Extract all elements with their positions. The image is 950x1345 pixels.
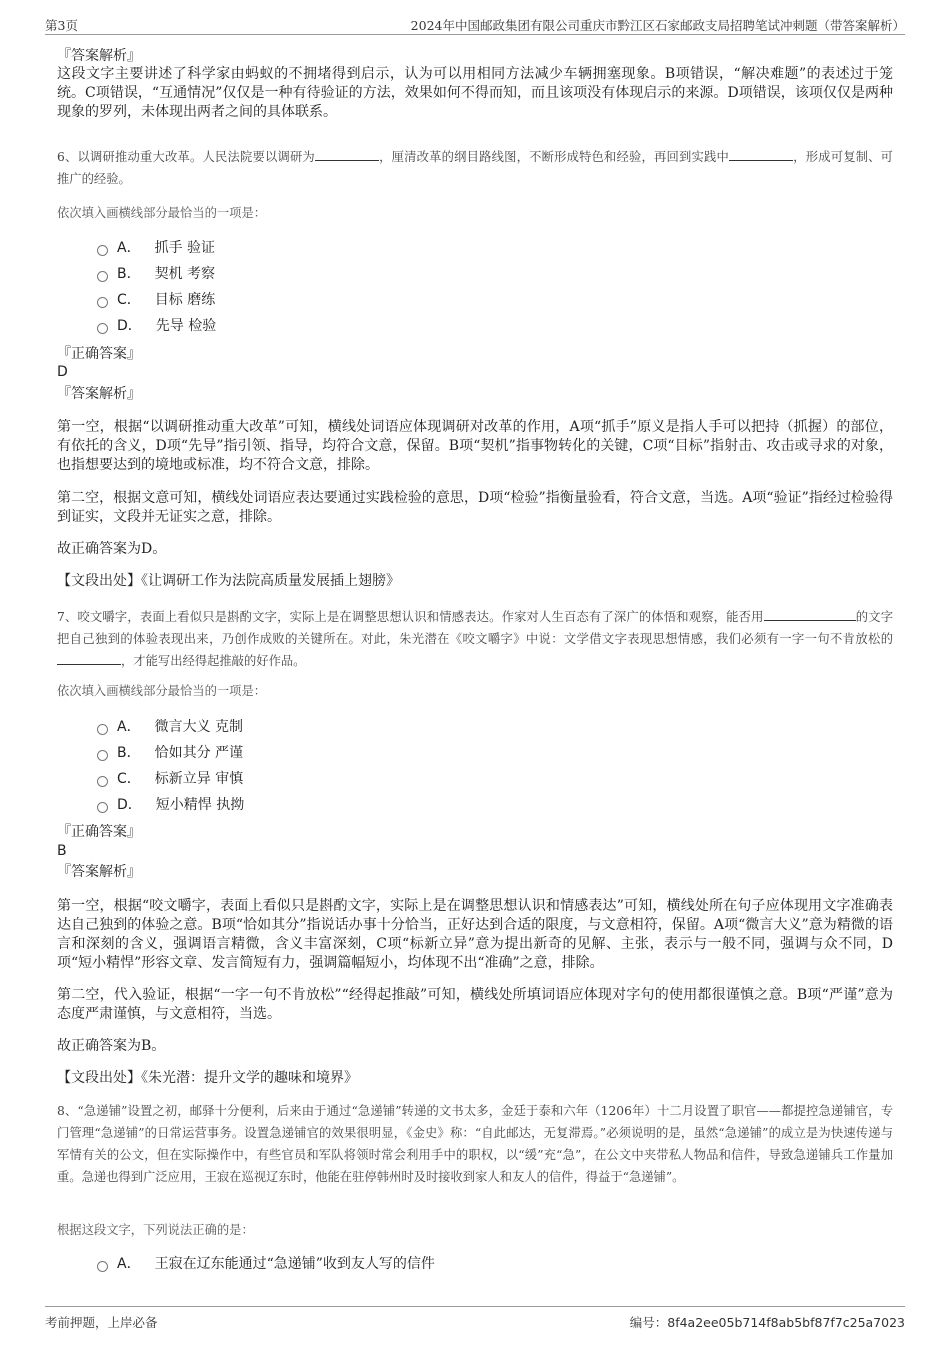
- question-6-prompt: 依次填入画横线部分最恰当的一项是：: [57, 206, 267, 220]
- radio-button[interactable]: [97, 323, 108, 334]
- question-8-stem: 8、“急递铺”设置之初，邮驿十分便利，后来由于通过“急递铺”转递的文书太多，金廷于泰和六年（1206年）十二月设置了职官——都提控急递铺官，专门管理“急递铺”的日常运营事务。设置急递铺官的效果很明显，《金史》称：“自此邮达，无复滞焉。”必须说明的是，虽然“急递铺”的成立是为快速传递与军情有关的公文，但在实际操作中，有些官员和军队将领时常会利用手中的职权，以“缓”充“急”，在公文中夹带私人物品和信件，导致急递铺兵工作量加重。急递也得到广泛应用，王寂在巡视辽东时，他能在驻停韩州时及时接收到家人和友人的信件，得益于“急递铺”。: [57, 1104, 893, 1184]
- answer-blank: [764, 608, 856, 621]
- question-7-analysis-1: 第一空，根据“咬文嚼字，表面上看似只是斟酌文字，实际上是在调整思想认识和情感表达”可知，横线处所在句子应体现用文字准确表达自己独到的体验之意。B项“恰如其分”指说话办事十分恰当，正好达到合适的限度，与文意相符，保留。A项“微言大义”意为精微的语言和深刻的含义，强调语言精微，含义丰富深刻，C项“标新立异”意为提出新奇的见解、主张，表示与一般不同，强调与众不同，D项“短小精悍”形容文章、发言简短有力，强调篇幅短小，均体现不出“准确”之意，排除。: [57, 898, 893, 971]
- question-6-option-c[interactable]: C． 目标 磨练: [97, 290, 215, 310]
- answer-blank: [315, 148, 379, 161]
- document-title: 2024年中国邮政集团有限公司重庆市黔江区石家邮政支局招聘笔试冲刺题（带答案解析）: [410, 18, 905, 33]
- question-6-source: 【文段出处】《让调研工作为法院高质量发展插上翅膀》: [57, 573, 400, 589]
- radio-button[interactable]: [97, 724, 108, 735]
- question-8-prompt: 根据这段文字，下列说法正确的是：: [57, 1223, 254, 1237]
- question-6-conclusion: 故正确答案为D。: [57, 541, 167, 557]
- question-8-option-a[interactable]: A． 王寂在辽东能通过“急递铺”收到友人写的信件: [97, 1254, 435, 1274]
- question-7-correct-answer: B: [57, 843, 67, 859]
- prev-analysis-tag: 『答案解析』: [57, 48, 141, 64]
- prev-analysis-text: 这段文字主要讲述了科学家由蚂蚁的不拥堵得到启示，认为可以用相同方法减少车辆拥塞现象。B项错误，“解决难题”的表述过于笼统。C项错误，“互通情况”仅仅是一种有待验证的方法，效果如何不得而知，而且该项没有体现启示的来源。D项错误，该项仅仅是两种现象的罗列，未体现出两者之间的具体联系。: [57, 66, 893, 120]
- document-code: 编号：8f4a2ee05b714f8ab5bf87f7c25a7023: [629, 1315, 905, 1330]
- radio-button[interactable]: [97, 776, 108, 787]
- radio-button[interactable]: [97, 1261, 108, 1272]
- page-number: 第3页: [45, 18, 78, 33]
- question-7-option-c[interactable]: C． 标新立异 审慎: [97, 769, 243, 789]
- answer-blank: [729, 148, 793, 161]
- radio-button[interactable]: [97, 802, 108, 813]
- question-7-option-d[interactable]: D． 短小精悍 执拗: [97, 795, 244, 815]
- radio-button[interactable]: [97, 245, 108, 256]
- question-6-analysis-2: 第二空，根据文意可知，横线处词语应表达要通过实践检验的意思，D项“检验”指衡量验看，符合文意，当选。A项“验证”指经过检验得到证实，文段并无证实之意，排除。: [57, 490, 893, 525]
- question-7-option-a[interactable]: A． 微言大义 克制: [97, 717, 243, 737]
- footer-slogan: 考前押题，上岸必备: [45, 1315, 158, 1330]
- question-6-option-a[interactable]: A． 抓手 验证: [97, 238, 215, 258]
- answer-blank: [57, 652, 121, 665]
- question-7-analysis-tag: 『答案解析』: [57, 864, 141, 880]
- question-7-conclusion: 故正确答案为B。: [57, 1038, 166, 1054]
- question-7-option-b[interactable]: B． 恰如其分 严谨: [97, 743, 243, 763]
- radio-button[interactable]: [97, 297, 108, 308]
- question-7-correct-tag: 『正确答案』: [57, 824, 141, 840]
- page-header: [45, 14, 905, 35]
- question-7-analysis-2: 第二空，代入验证，根据“一字一句不肯放松”“经得起推敲”可知，横线处所填词语应体现对字句的使用都很谨慎之意。B项“严谨”意为态度严肃谨慎，与文意相符，当选。: [57, 987, 893, 1022]
- question-6-correct-answer: D: [57, 364, 68, 380]
- question-6-correct-tag: 『正确答案』: [57, 346, 141, 362]
- question-6-analysis-tag: 『答案解析』: [57, 386, 141, 402]
- question-7-stem: 7、咬文嚼字，表面上看似只是斟酌文字，实际上是在调整思想认识和情感表达。作家对人生百态有了深广的体悟和观察，能否用 的文字把自己独到的体验表现出来，乃创作成败的关键所在。对此，朱光潜在《咬文嚼字》中说：文学借文字表现思想情感，我们必须有一字一句不肯放松的，才能写出经得起推敲的好作品。: [57, 610, 893, 668]
- question-6-analysis-1: 第一空，根据“以调研推动重大改革”可知，横线处词语应体现调研对改革的作用，A项“抓手”原义是指人手可以把持（抓握）的部位，有依托的含义，D项“先导”指引领、指导，均符合文意，保留。B项“契机”指事物转化的关键，C项“目标”指射击、攻击或寻求的对象，也指想要达到的境地或标准，均不符合文意，排除。: [57, 419, 893, 473]
- question-7-prompt: 依次填入画横线部分最恰当的一项是：: [57, 684, 267, 698]
- question-7-source: 【文段出处】《朱光潜：提升文学的趣味和境界》: [57, 1070, 358, 1086]
- question-6-option-b[interactable]: B． 契机 考察: [97, 264, 215, 284]
- page-footer: [45, 1306, 905, 1329]
- question-6-option-d[interactable]: D． 先导 检验: [97, 316, 216, 336]
- radio-button[interactable]: [97, 271, 108, 282]
- radio-button[interactable]: [97, 750, 108, 761]
- question-6-stem: 6、以调研推动重大改革。人民法院要以调研为 ，厘清改革的纲目路线图，不断形成特色和经验，再回到实践中 ，形成可复制、可推广的经验。: [57, 150, 893, 186]
